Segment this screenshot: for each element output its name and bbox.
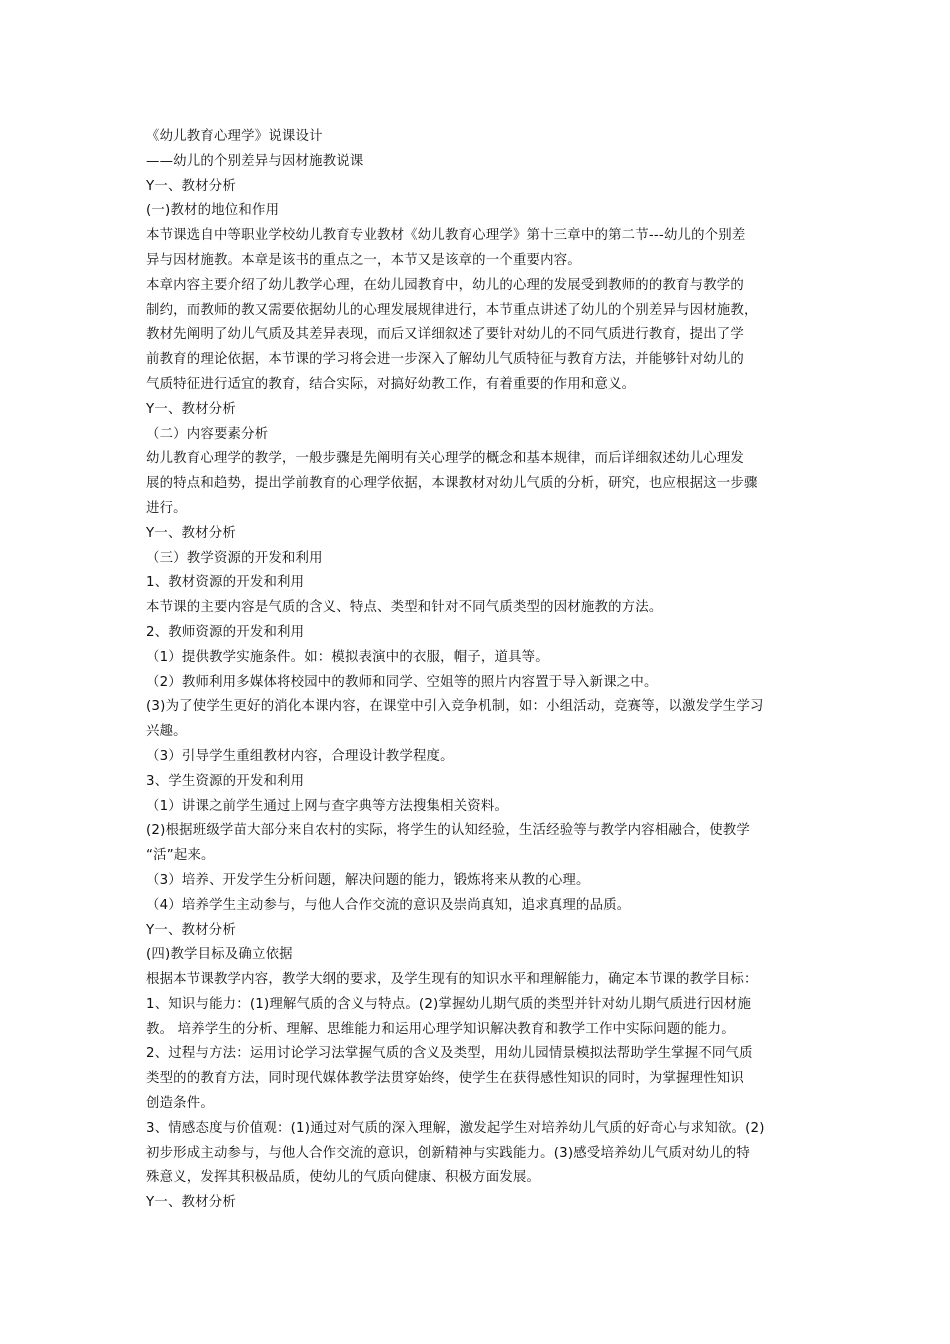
text-line: （二）内容要素分析 bbox=[146, 426, 269, 442]
text-line: （1）提供教学实施条件。如：模拟表演中的衣服，帽子，道具等。 bbox=[146, 649, 549, 665]
text-line: Υ一、教材分析 bbox=[146, 401, 236, 417]
text-line: 教材先阐明了幼儿气质及其差异表现，而后又详细叙述了要针对幼儿的不同气质进行教育，提出了学 bbox=[146, 327, 744, 343]
text-line: Υ一、教材分析 bbox=[146, 178, 236, 194]
text-line: 制约，而教师的教又需要依据幼儿的心理发展规律进行，本节重点讲述了幼儿的个别差异与因材施教， bbox=[146, 302, 758, 318]
text-line: Υ一、教材分析 bbox=[146, 1195, 236, 1211]
text-line: 进行。 bbox=[146, 500, 187, 516]
text-line: 气质特征进行适宜的教育，结合实际，对搞好幼教工作，有着重要的作用和意义。 bbox=[146, 376, 636, 392]
text-line: 2、教师资源的开发和利用 bbox=[146, 624, 305, 640]
text-line: （2）教师利用多媒体将校园中的教师和同学、空姐等的照片内容置于导入新课之中。 bbox=[146, 674, 658, 690]
text-line: 殊意义，发挥其积极品质，使幼儿的气质向健康、积极方面发展。 bbox=[146, 1170, 541, 1186]
text-line: （3）引导学生重组教材内容，合理设计教学程度。 bbox=[146, 748, 454, 764]
text-line: （1）讲课之前学生通过上网与查字典等方法搜集相关资料。 bbox=[146, 798, 509, 814]
text-line: 1、教材资源的开发和利用 bbox=[146, 575, 305, 591]
text-line: 类型的的教育方法，同时现代媒体教学法贯穿始终，使学生在获得感性知识的同时，为掌握理性知识 bbox=[146, 1071, 744, 1087]
text-line: 本章内容主要介绍了幼儿教学心理，在幼儿园教育中，幼儿的心理的发展受到教师的的教育与教学的 bbox=[146, 277, 744, 293]
text-line: 前教育的理论依据，本节课的学习将会进一步深入了解幼儿气质特征与教育方法，并能够针对幼儿的 bbox=[146, 352, 744, 368]
text-line: 1、知识与能力：(1)理解气质的含义与特点。(2)掌握幼儿期气质的类型并针对幼儿期气质进行因材施 bbox=[146, 996, 752, 1012]
text-line: 根据本节课教学内容，教学大纲的要求，及学生现有的知识水平和理解能力，确定本节课的教学目标： bbox=[146, 972, 758, 988]
text-line: 《幼儿教育心理学》说课设计 bbox=[146, 129, 323, 144]
text-line: (3)为了使学生更好的消化本课内容，在课堂中引入竞争机制，如：小组活动，竞赛等，以激发学生学习 bbox=[146, 699, 764, 715]
text-line: （4）培养学生主动参与，与他人合作交流的意识及崇尚真知，追求真理的品质。 bbox=[146, 897, 631, 913]
document-body bbox=[146, 125, 816, 1216]
text-line: “活”起来。 bbox=[146, 848, 215, 864]
text-line: 2、过程与方法：运用讨论学习法掌握气质的含义及类型，用幼儿园情景模拟法帮助学生掌握不同气质 bbox=[146, 1046, 753, 1062]
text-line: (一)教材的地位和作用 bbox=[146, 203, 280, 219]
text-line: 创造条件。 bbox=[146, 1096, 214, 1112]
text-line: 3、学生资源的开发和利用 bbox=[146, 773, 305, 789]
text-line: 展的特点和趋势，提出学前教育的心理学依据，本课教材对幼儿气质的分析，研究，也应根据这一步骤 bbox=[146, 476, 758, 492]
text-line: 幼儿教育心理学的教学，一般步骤是先阐明有关心理学的概念和基本规律，而后详细叙述幼儿心理发 bbox=[146, 451, 744, 467]
text-line: 兴趣。 bbox=[146, 724, 187, 740]
text-line: 3、情感态度与价值观：(1)通过对气质的深入理解，激发起学生对培养幼儿气质的好奇心与求知欲。(2) bbox=[146, 1120, 765, 1136]
text-line: 教。 培养学生的分析、理解、思维能力和运用心理学知识解决教育和教学工作中实际问题的能力。 bbox=[146, 1021, 735, 1037]
text-line: （三）教学资源的开发和利用 bbox=[146, 550, 323, 566]
text-line: Υ一、教材分析 bbox=[146, 525, 236, 541]
text-line: (四)教学目标及确立依据 bbox=[146, 947, 293, 963]
text-line: ——幼儿的个别差异与因材施教说课 bbox=[146, 153, 364, 169]
text-line: 本节课选自中等职业学校幼儿教育专业教材《幼儿教育心理学》第十三章中的第二节---幼儿的个别差 bbox=[146, 228, 746, 244]
text-line: 本节课的主要内容是气质的含义、特点、类型和针对不同气质类型的因材施教的方法。 bbox=[146, 600, 663, 616]
text-line: 初步形成主动参与，与他人合作交流的意识，创新精神与实践能力。(3)感受培养幼儿气质对幼儿的特 bbox=[146, 1145, 750, 1161]
text-line: 异与因材施教。本章是该书的重点之一，本节又是该章的一个重要内容。 bbox=[146, 252, 581, 268]
text-line: （3）培养、开发学生分析问题，解决问题的能力，锻炼将来从教的心理。 bbox=[146, 872, 590, 888]
text-line: (2)根据班级学苗大部分来自农村的实际，将学生的认知经验，生活经验等与教学内容相融合，使教学 bbox=[146, 823, 750, 839]
text-line: Υ一、教材分析 bbox=[146, 922, 236, 938]
